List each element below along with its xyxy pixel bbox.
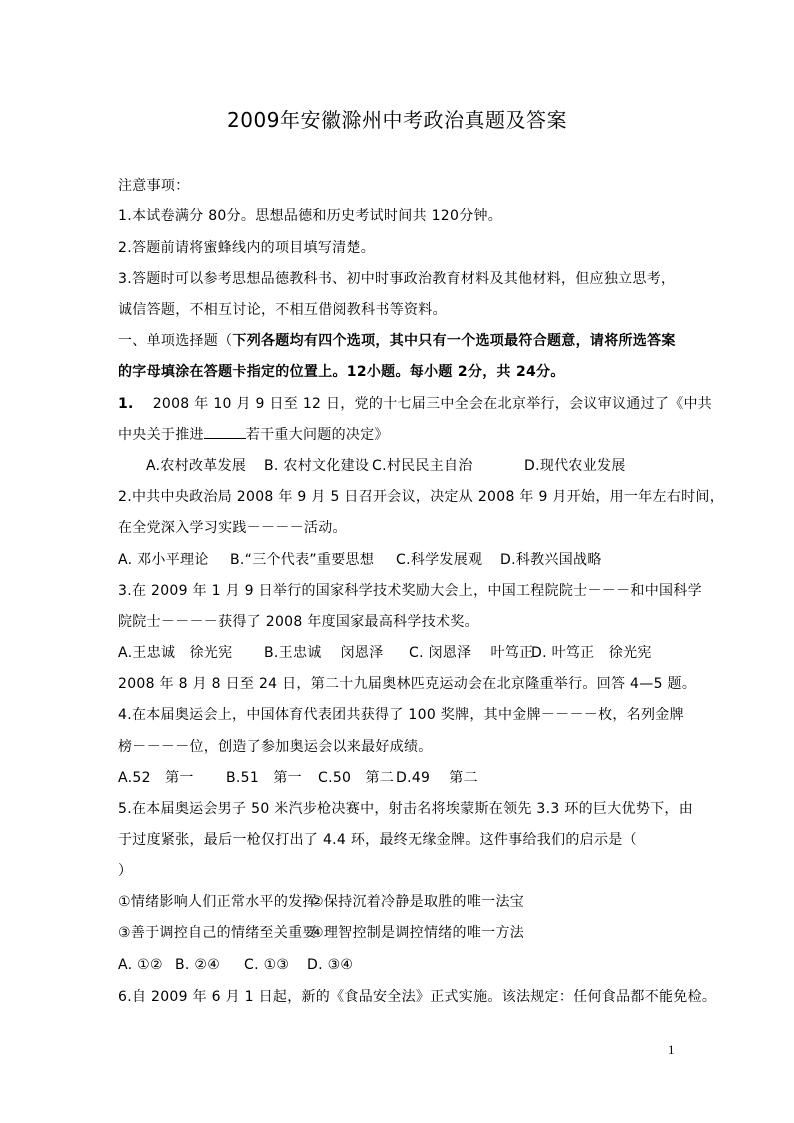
option-d: D. ③④ bbox=[307, 957, 354, 973]
fill-blank bbox=[204, 426, 246, 439]
question-6-line-1: 6.自 2009 年 6 月 1 日起，新的《食品安全法》正式实施。该法规定：任何食品都不能免检。 bbox=[118, 989, 717, 1005]
option-b: B.“三个代表”重要思想 bbox=[230, 552, 375, 568]
question-2-line-1: 2.中共中央政治局 2008 年 9 月 5 日召开会议，决定从 2008 年 9 月开始，用一年左右时间， bbox=[118, 489, 725, 505]
section-1-heading bbox=[118, 331, 688, 351]
page-title: 2009年安徽滁州中考政治真题及答案 bbox=[227, 108, 567, 132]
option-c: C. 闵恩泽 叶笃正 bbox=[409, 645, 534, 661]
statement-3: ③善于调控自己的情绪至关重要 bbox=[118, 925, 317, 941]
option-a: A. 邓小平理论 bbox=[118, 552, 209, 568]
option-a: A.农村改革发展 bbox=[146, 458, 247, 474]
section-1-instructions-cont: 的字母填涂在答题卡指定的位置上。12小题。每小题 2分，共 24分。 bbox=[118, 364, 565, 380]
question-5-options bbox=[118, 955, 688, 975]
option-c: C.50 第二 bbox=[318, 770, 395, 786]
option-d: D.科教兴国战略 bbox=[500, 552, 602, 568]
question-5-statements-2 bbox=[118, 923, 688, 943]
intro-questions-4-5: 2008 年 8 月 8 日至 24 日，第二十九届奥林匹克运动会在北京隆重举行。回答 4—5 题。 bbox=[118, 676, 697, 692]
question-5-line-1: 5.在本届奥运会男子 50 米汽步枪决赛中，射击名将埃蒙斯在领先 3.3 环的巨大优势下，由 bbox=[118, 801, 694, 817]
question-5-statements-1 bbox=[118, 892, 688, 912]
question-1-text-post: 若干重大问题的决定》 bbox=[245, 427, 389, 443]
statement-2: ②保持沉着冷静是取胜的唯一法宝 bbox=[311, 894, 525, 910]
option-c: C.村民民主自治 bbox=[372, 458, 473, 474]
question-3-options bbox=[118, 643, 688, 663]
option-c: C.科学发展观 bbox=[396, 552, 483, 568]
option-b: B. 农村文化建设 bbox=[264, 458, 370, 474]
question-3-line-1: 3.在 2009 年 1 月 9 日举行的国家科学技术奖励大会上，中国工程院院士－－－和中国科学 bbox=[118, 583, 702, 599]
question-1-line-1 bbox=[118, 394, 713, 414]
option-b: B. ②④ bbox=[175, 957, 221, 973]
option-a: A.王忠诚 徐光宪 bbox=[118, 645, 233, 661]
notice-item-2: 2.答题前请将蜜蜂线内的项目填写清楚。 bbox=[118, 240, 376, 256]
question-4-options bbox=[118, 768, 688, 788]
option-a: A. ①② bbox=[118, 957, 163, 973]
question-3-line-2: 院院士－－－－获得了 2008 年度国家最高科学技术奖。 bbox=[118, 614, 479, 630]
question-1-options bbox=[146, 456, 716, 476]
option-d: D.49 第二 bbox=[396, 770, 478, 786]
option-b: B.王忠诚 闵恩泽 bbox=[264, 645, 384, 661]
statement-4: ④理智控制是调控情绪的唯一方法 bbox=[311, 925, 525, 941]
option-a: A.52 第一 bbox=[118, 770, 194, 786]
notice-item-3-cont: 诚信答题，不相互讨论，不相互借阅教科书等资料。 bbox=[118, 302, 447, 318]
section-1-instructions: 下列各题均有四个选项，其中只有一个选项最符合题意，请将所选答案 bbox=[232, 333, 676, 349]
question-1-text-pre: 中央关于推进 bbox=[118, 427, 204, 443]
option-d: D. 叶笃正 徐光宪 bbox=[531, 645, 652, 661]
question-1-text: 2008 年 10 月 9 日至 12 日，党的十七届三中全会在北京举行，会议审议通过了《中共 bbox=[152, 396, 713, 412]
notice-item-1: 1.本试卷满分 80分。思想品德和历史考试时间共 120分钟。 bbox=[118, 208, 503, 224]
notice-heading: 注意事项： bbox=[118, 178, 190, 194]
notice-item-3: 3.答题时可以参考思想品德教科书、初中时事政治教育材料及其他材料，但应独立思考， bbox=[118, 271, 676, 287]
option-c: C. ①③ bbox=[244, 957, 290, 973]
question-5-line-3: ） bbox=[118, 863, 133, 879]
option-d: D.现代农业发展 bbox=[524, 458, 626, 474]
section-1-prefix: 一、单项选择题（ bbox=[118, 333, 233, 349]
question-2-line-2: 在全党深入学习实践－－－－活动。 bbox=[118, 520, 347, 536]
question-4-line-2: 榜－－－－位，创造了参加奥运会以来最好成绩。 bbox=[118, 739, 433, 755]
question-1-number: 1. bbox=[118, 396, 134, 412]
question-2-options bbox=[118, 550, 688, 570]
question-1-line-2 bbox=[118, 425, 688, 445]
statement-1: ①情绪影响人们正常水平的发挥 bbox=[118, 894, 317, 910]
question-4-line-1: 4.在本届奥运会上，中国体育代表团共获得了 100 奖牌，其中金牌－－－－枚，名列金牌 bbox=[118, 707, 684, 723]
question-5-line-2: 于过度紧张，最后一枪仅打出了 4.4 环，最终无缘金牌。这件事给我们的启示是（ bbox=[118, 832, 637, 848]
page-number: 1 bbox=[668, 1042, 675, 1057]
option-b: B.51 第一 bbox=[226, 770, 302, 786]
